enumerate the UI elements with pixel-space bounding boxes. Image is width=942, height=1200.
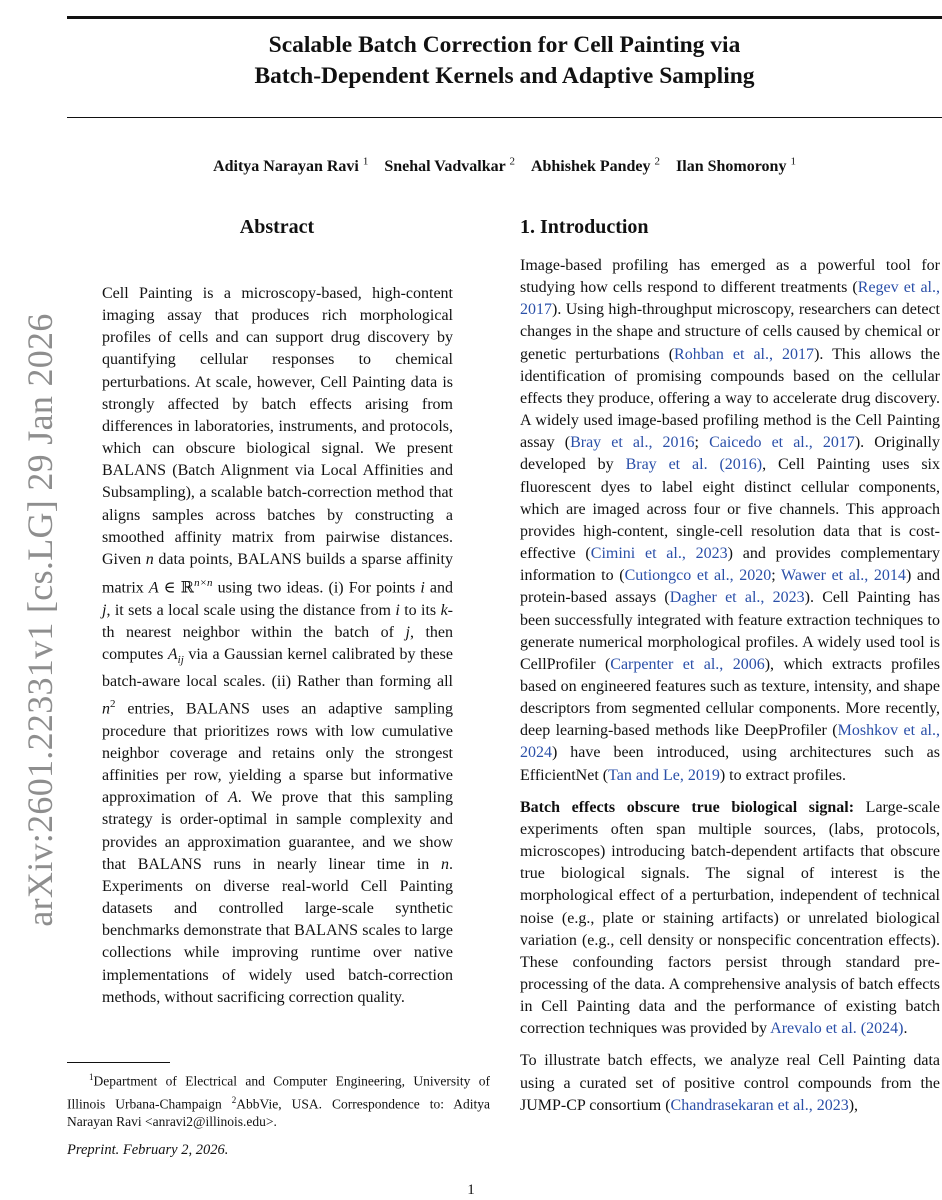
citation-link[interactable]: Regev et al., 2017 [520,279,940,319]
citation-link[interactable]: Wawer et al., 2014 [781,567,906,585]
citation-link[interactable]: Moshkov et al., 2024 [520,722,940,762]
affiliation-footnote: $^1$Department of Electrical and Computer Engineering, University of Illinois Urbana-Champaign $^2$AbbVie, USA. Correspondence to: Aditya Narayan Ravi <anravi2@illinois.edu>. [67,1072,491,1129]
citation-link[interactable]: Tan and Le, 2019 [608,766,720,784]
introduction-body [520,255,940,1127]
citation-link[interactable]: Cimini et al., 2023 [590,545,728,563]
arxiv-stamp: arXiv:2601.22331v1 [cs.LG] 29 Jan 2026 [20,313,60,927]
author: Abhishek Pandey $^2$ [530,156,661,176]
paragraph: To illustrate batch effects, we analyze real Cell Painting data using a curated set of positive control compounds from the JUMP-CP consortium (Chandrasekaran et al., 2023), [520,1052,940,1114]
citation-link[interactable]: Caicedo et al., 2017 [709,434,855,452]
title-line-1: Scalable Batch Correction for Cell Painting via [268,32,741,58]
abstract-body: Cell Painting is a microscopy-based, high-content imaging assay that produces rich morphological profiles of cells and can support drug discovery by quantifying cellular responses to chemical perturbations. At scale, however, Cell Painting data is strongly affected by batch effects arising from differences in laboratories, instruments, and protocols, which can obscure biological signal. We present BALANS (Batch Alignment via Local Affinities and Subsampling), a scalable batch-correction method that aligns samples across batches by constructing a smoothed affinity matrix from pairwise distances. Given n data points, BALANS builds a sparse affinity matrix A ∈ ℝ$^{n\times n}$ using two ideas. (i) For points i and j, it sets a local scale using the distance from i to its k-th nearest neighbor within the batch of j, then computes $A_{ij}$ via a Gaussian kernel calibrated by these batch-aware local scales. (ii) Rather than forming all $n^2$ entries, BALANS uses an adaptive sampling procedure that prioritizes rows with low cumulative neighbor coverage and retains only the strongest affinities per row, yielding a sparse but informative approximation of A. We prove that this sampling strategy is order-optimal in sample complexity and provides an approximation guarantee, and we show that BALANS runs in nearly linear time in n. Experiments on diverse real-world Cell Painting datasets and controlled large-scale synthetic benchmarks demonstrate that BALANS scales to large collections while improving runtime over native implementations of widely used batch-correction methods, without sacrificing correction quality. [102,285,454,1006]
author-list [67,156,942,176]
paragraph: Image-based profiling has emerged as a powerful tool for studying how cells respond to different treatments (Regev et al., 2017). Using high-throughput microscopy, researchers can detect changes in the shape and structure of cells caused by chemical or genetic perturbations (Rohban et al., 2017). This allows the identification of promising compounds based on the cellular effects they produce, offering a way to accelerate drug discovery. A widely used image-based profiling method is the Cell Painting assay (Bray et al., 2016; Caicedo et al., 2017). Originally developed by Bray et al. (2016), Cell Painting uses six fluorescent dyes to label eight distinct cellular components, which are imaged across four or five channels. This approach provides high-content, single-cell resolution data that is cost-effective (Cimini et al., 2023) and provides complementary information to (Cutiongco et al., 2020; Wawer et al., 2014) and protein-based assays (Dagher et al., 2023). Cell Painting has been successfully integrated with feature extraction techniques to generate numerical morphological profiles. A widely used tool is CellProfiler (Carpenter et al., 2006), which extracts profiles based on engineered features such as texture, intensity, and shape descriptors from segmented cellular components. More recently, deep learning-based methods like DeepProfiler (Moshkov et al., 2024) have been introduced, using architectures such as EfficientNet (Tan and Le, 2019) to extract profiles. [520,257,941,784]
author: Aditya Narayan Ravi $^1$ [213,156,369,176]
citation-link[interactable]: Bray et al. (2016) [625,456,763,474]
author: Ilan Shomorony $^1$ [676,156,796,176]
citation-link[interactable]: Bray et al., 2016 [570,434,695,452]
citation-link[interactable]: Cutiongco et al., 2020 [624,567,772,585]
title-rule [67,117,942,118]
title-line-2: Batch-Dependent Kernels and Adaptive Sampling [254,63,755,89]
top-rule [67,16,942,19]
paper-title [67,30,942,92]
page-number: 1 [467,1182,475,1198]
paragraph-lead: Batch effects obscure true biological signal: [520,798,855,816]
paragraph: Batch effects obscure true biological signal: Large-scale experiments often span multiple sources, (labs, protocols, microscopes) introducing batch-dependent artifacts that obscure true biological signals. The signal of interest is the morphological effect of a perturbation, independent of technical noise (e.g., plate or staining artifacts) or unrelated biological variation (e.g., cell density or nonspecific concentration effects). These confounding factors persist through standard pre-processing of the data. A comprehensive analysis of batch effects in Cell Painting data and the performance of existing batch correction techniques was provided by Arevalo et al. (2024). [520,798,940,1038]
citation-link[interactable]: Arevalo et al. (2024) [770,1020,904,1038]
citation-link[interactable]: Carpenter et al., 2006 [610,655,765,673]
section-heading-introduction: 1. Introduction [520,216,649,238]
citation-link[interactable]: Dagher et al., 2023 [669,589,805,607]
citation-link[interactable]: Chandrasekaran et al., 2023 [670,1096,849,1114]
author: Snehal Vadvalkar $^2$ [384,156,515,176]
preprint-note: Preprint. February 2, 2026. [67,1142,229,1158]
footnote-rule [67,1062,170,1063]
citation-link[interactable]: Rohban et al., 2017 [674,345,815,363]
abstract-heading: Abstract [239,216,315,238]
